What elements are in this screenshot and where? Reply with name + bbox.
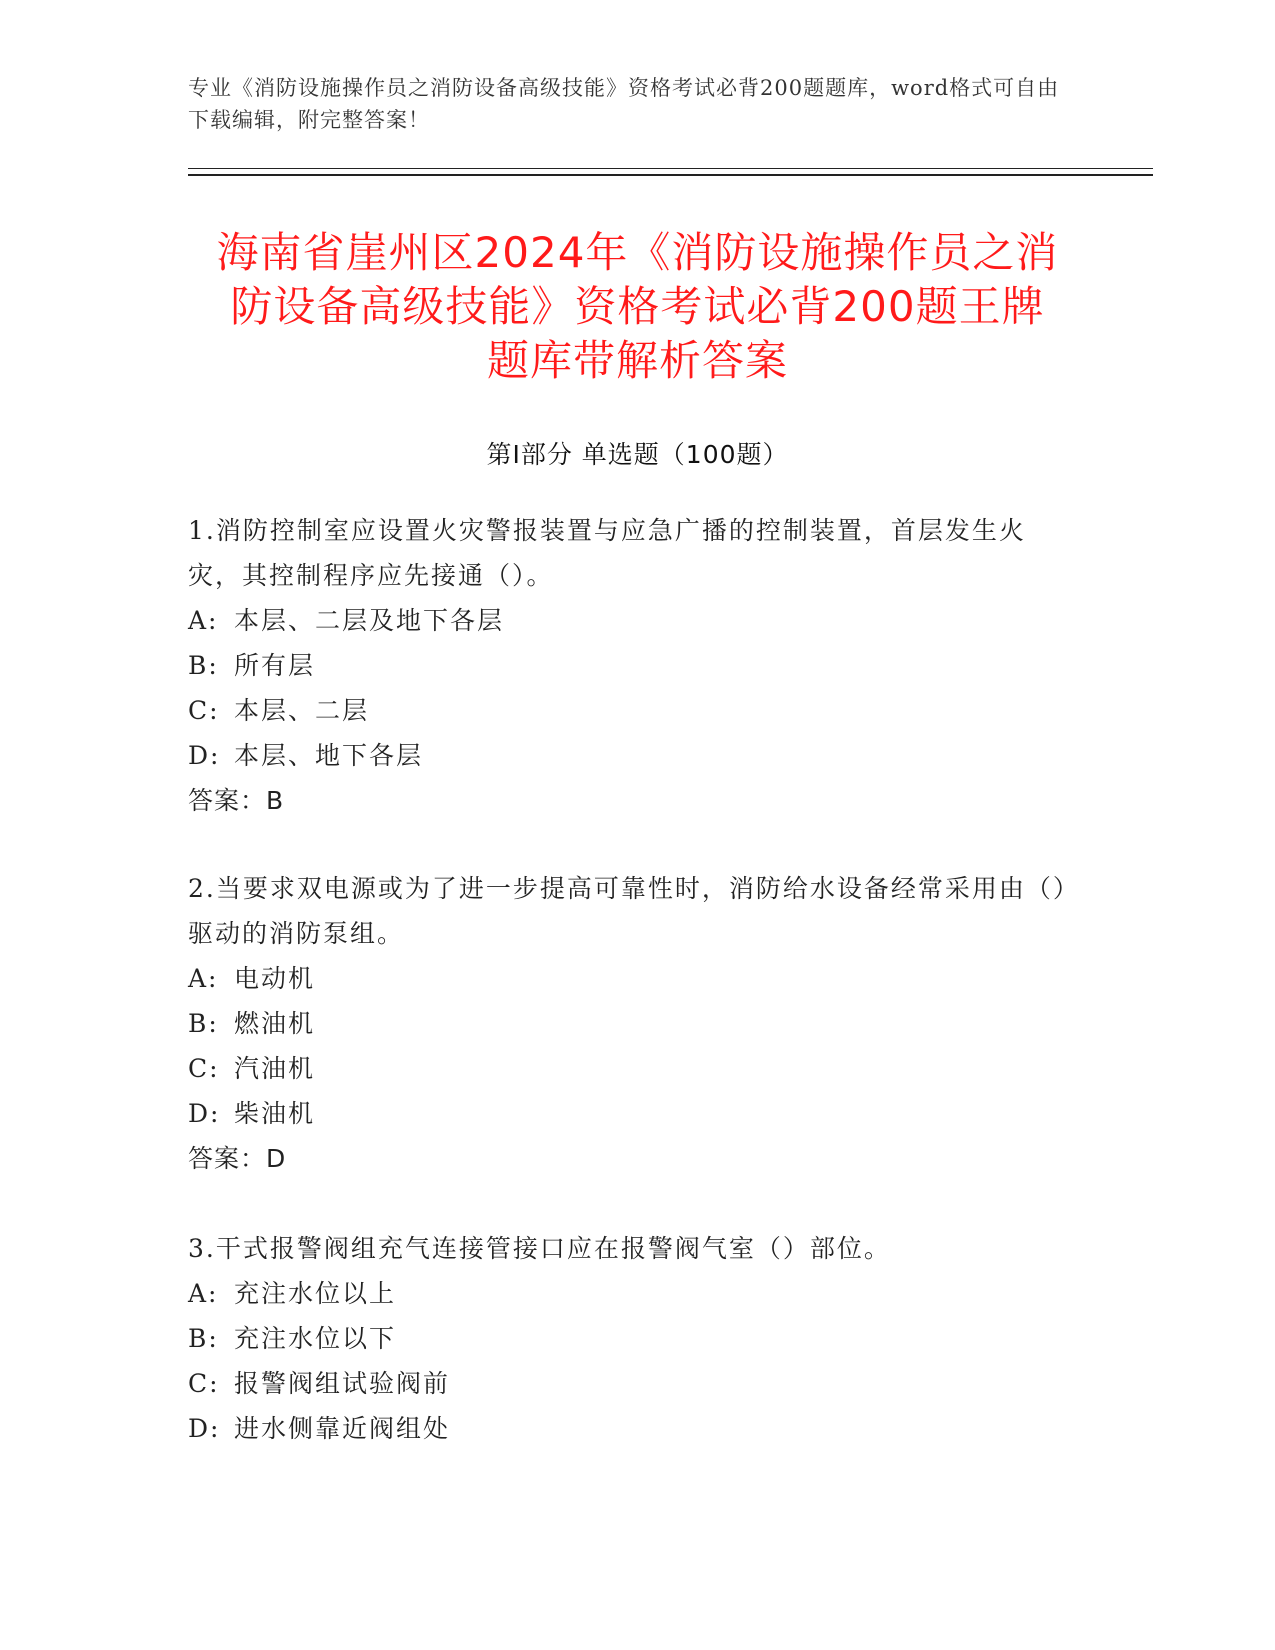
option-letter: A:	[188, 1279, 219, 1308]
option-text: 本层、二层	[234, 696, 370, 725]
option-d	[188, 733, 1068, 778]
page-title-line-2: 防设备高级技能》资格考试必背200题王牌	[230, 282, 1045, 331]
question-1	[188, 508, 1068, 823]
option-b	[188, 1316, 1068, 1361]
option-letter: B:	[188, 651, 219, 680]
option-text: 本层、二层及地下各层	[234, 606, 505, 635]
option-d	[188, 1406, 1068, 1451]
option-c	[188, 1361, 1068, 1406]
option-letter: B:	[188, 1324, 219, 1353]
option-letter: C:	[188, 1054, 220, 1083]
question-3	[188, 1226, 1068, 1451]
question-stem: 3.干式报警阀组充气连接管接口应在报警阀气室（）部位。	[188, 1234, 891, 1263]
question-stem: 2.当要求双电源或为了进一步提高可靠性时，消防给水设备经常采用由（）驱动的消防泵组。	[188, 874, 1068, 948]
option-text: 所有层	[234, 651, 316, 680]
option-letter: D:	[188, 1099, 221, 1128]
option-text: 柴油机	[234, 1099, 316, 1128]
option-text: 报警阀组试验阀前	[234, 1369, 451, 1398]
option-text: 燃油机	[234, 1009, 316, 1038]
option-letter: A:	[188, 606, 219, 635]
option-text: 汽油机	[234, 1054, 316, 1083]
option-d	[188, 1091, 1068, 1136]
page-title-line-1: 海南省崖州区2024年《消防设施操作员之消	[216, 228, 1059, 277]
header-note: 专业《消防设施操作员之消防设备高级技能》资格考试必背200题题库，word格式可自由下载编辑，附完整答案！	[188, 76, 1060, 132]
option-a	[188, 1271, 1068, 1316]
answer-label: 答案：B	[188, 786, 285, 815]
answer-label: 答案：D	[188, 1144, 287, 1173]
header-rule-top	[188, 168, 1153, 169]
page-title	[170, 226, 1105, 388]
option-text: 充注水位以下	[234, 1324, 397, 1353]
option-text: 本层、地下各层	[234, 741, 424, 770]
option-c	[188, 688, 1068, 733]
question-stem: 1.消防控制室应设置火灾警报装置与应急广播的控制装置，首层发生火灾，其控制程序应先接通（）。	[188, 516, 1026, 590]
page-title-line-3: 题库带解析答案	[486, 336, 788, 385]
option-letter: A:	[188, 964, 219, 993]
option-letter: C:	[188, 696, 220, 725]
option-c	[188, 1046, 1068, 1091]
question-2	[188, 866, 1068, 1181]
option-b	[188, 1001, 1068, 1046]
option-letter: C:	[188, 1369, 220, 1398]
option-letter: D:	[188, 1414, 221, 1443]
option-text: 电动机	[234, 964, 316, 993]
option-text: 进水侧靠近阀组处	[234, 1414, 451, 1443]
option-text: 充注水位以上	[234, 1279, 397, 1308]
header-rule-bottom	[188, 174, 1153, 176]
option-letter: B:	[188, 1009, 219, 1038]
section-title: 第Ⅰ部分 单选题（100题）	[486, 440, 789, 469]
option-a	[188, 956, 1068, 1001]
option-a	[188, 598, 1068, 643]
option-b	[188, 643, 1068, 688]
option-letter: D:	[188, 741, 221, 770]
